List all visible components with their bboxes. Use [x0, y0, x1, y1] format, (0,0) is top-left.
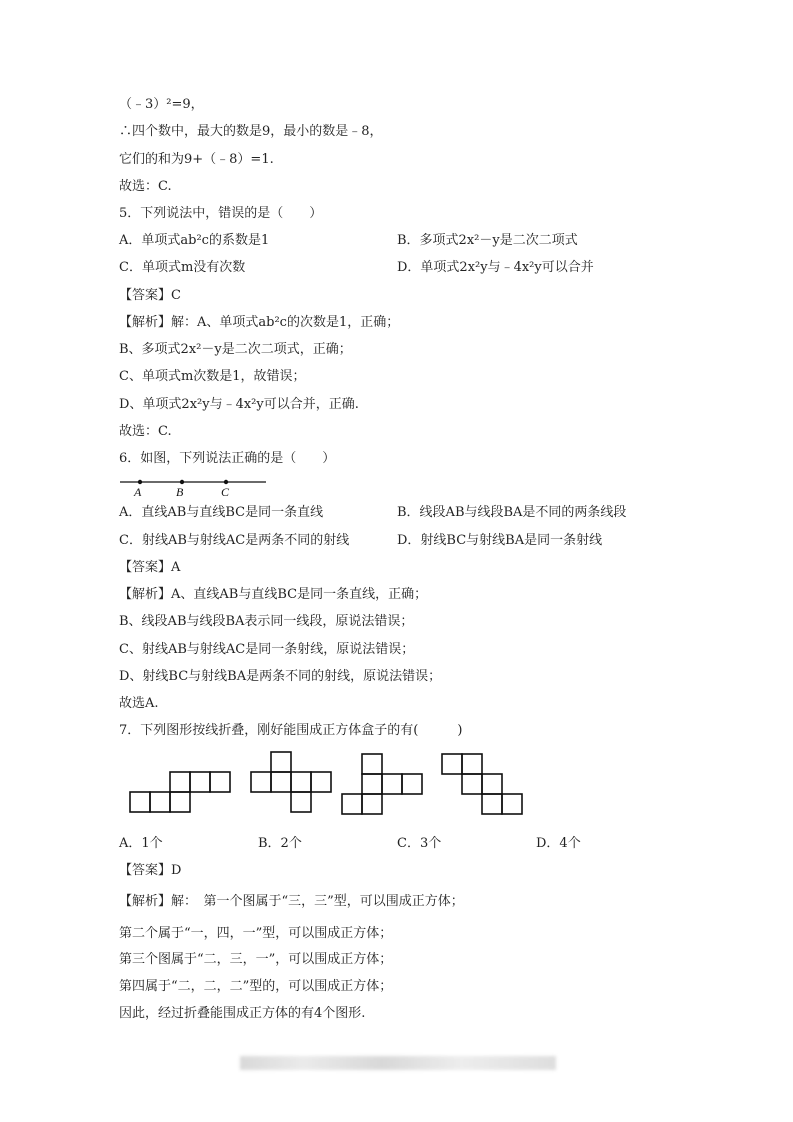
net1-square	[170, 772, 190, 792]
net3-square	[362, 754, 382, 774]
q6-option-b: B．线段AB与线段BA是不同的两条线段	[397, 505, 627, 520]
cube-net-1	[128, 770, 236, 814]
q7-explanation-3: 第三个图属于“二，三，一”，可以围成正方体；	[119, 952, 393, 967]
q5-explanation-1: 【解析】解：A、单项式ab²c的次数是1，正确；	[119, 315, 400, 330]
net2-square	[291, 792, 311, 812]
line-abc-figure	[118, 474, 268, 500]
q7-explanation-2: 第二个属于“一，四，一”型，可以围成正方体；	[119, 926, 393, 941]
point-c-label: C	[221, 485, 230, 499]
q6-explanation-2: B、线段AB与线段BA表示同一线段，原说法错误；	[119, 614, 414, 629]
net1-square	[170, 792, 190, 812]
point-a-dot	[138, 480, 142, 484]
net2-square	[271, 772, 291, 792]
q5-option-b: B．多项式2x²－y是二次二项式	[397, 233, 578, 248]
net3-square	[382, 774, 402, 794]
net4-square	[482, 794, 502, 814]
line-answer-select: 故选：C.	[119, 179, 172, 194]
q5-explanation-3: C、单项式m次数是1，故错误；	[119, 369, 306, 384]
cube-net-2	[248, 750, 334, 814]
q5-option-a: A．单项式ab²c的系数是1	[119, 233, 270, 248]
point-b-label: B	[176, 485, 184, 499]
net4-square	[442, 754, 462, 774]
q6-explanation-3: C、射线AB与射线AC是同一条射线，原说法错误；	[119, 642, 415, 657]
q7-option-b: B．2个	[258, 836, 302, 851]
cube-net-4	[440, 752, 526, 816]
q6-explanation-1: 【解析】A、直线AB与直线BC是同一条直线，正确；	[119, 587, 428, 602]
net2-square	[251, 772, 271, 792]
net4-square	[502, 794, 522, 814]
question-5: 5．下列说法中，错误的是（ ）	[119, 206, 323, 221]
q7-explanation-5: 因此，经过折叠能围成正方体的有4个图形.	[119, 1006, 366, 1021]
net4-square	[462, 754, 482, 774]
line-calc-1: （﹣3）²=9，	[119, 97, 204, 112]
q5-explanation-4: D、单项式2x²y与﹣4x²y可以合并，正确.	[119, 397, 359, 412]
q5-explanation-5: 故选：C.	[119, 424, 172, 439]
q6-answer: 【答案】A	[119, 560, 181, 575]
q5-explanation-2: B、多项式2x²－y是二次二项式，正确；	[119, 342, 352, 357]
net2-square	[291, 772, 311, 792]
q7-answer: 【答案】D	[119, 863, 182, 878]
line-calc-3: 它们的和为9+（﹣8）=1.	[119, 152, 274, 167]
q5-answer: 【答案】C	[119, 288, 181, 303]
question-7: 7．下列图形按线折叠，刚好能围成正方体盒子的有( )	[119, 723, 463, 738]
q6-explanation-5: 故选A.	[119, 696, 159, 711]
q7-option-d: D．4个	[536, 836, 581, 851]
line-calc-2: ∴四个数中，最大的数是9，最小的数是﹣8，	[119, 124, 383, 139]
net3-square	[362, 794, 382, 814]
point-c-dot	[224, 480, 228, 484]
q5-option-d: D．单项式2x²y与﹣4x²y可以合并	[397, 260, 594, 275]
net1-square	[190, 772, 210, 792]
q6-option-a: A．直线AB与直线BC是同一条直线	[119, 505, 324, 520]
net4-square	[462, 774, 482, 794]
q7-explanation-4: 第四属于“二，二，二”型的，可以围成正方体；	[119, 979, 393, 994]
net1-square	[210, 772, 230, 792]
cube-net-3	[340, 752, 424, 816]
q6-option-c: C．射线AB与射线AC是两条不同的射线	[119, 533, 350, 548]
q6-option-d: D．射线BC与射线BA是同一条射线	[397, 533, 603, 548]
q7-option-a: A．1个	[119, 836, 163, 851]
net3-square	[342, 794, 362, 814]
net1-square	[150, 792, 170, 812]
net1-square	[130, 792, 150, 812]
net4-square	[482, 774, 502, 794]
point-a-label: A	[134, 485, 142, 499]
q6-explanation-4: D、射线BC与射线BA是两条不同的射线，原说法错误；	[119, 669, 442, 684]
point-b-dot	[180, 480, 184, 484]
question-6: 6．如图，下列说法正确的是（ ）	[119, 451, 336, 466]
q7-option-c: C．3个	[397, 836, 442, 851]
q5-option-c: C．单项式m没有次数	[119, 260, 246, 275]
net2-square	[271, 752, 291, 772]
net2-square	[311, 772, 331, 792]
net3-square	[402, 774, 422, 794]
q7-explanation-1: 【解析】解： 第一个图属于“三，三”型，可以围成正方体；	[119, 894, 464, 909]
net3-square	[362, 774, 382, 794]
blurred-footer-watermark	[240, 1056, 556, 1070]
